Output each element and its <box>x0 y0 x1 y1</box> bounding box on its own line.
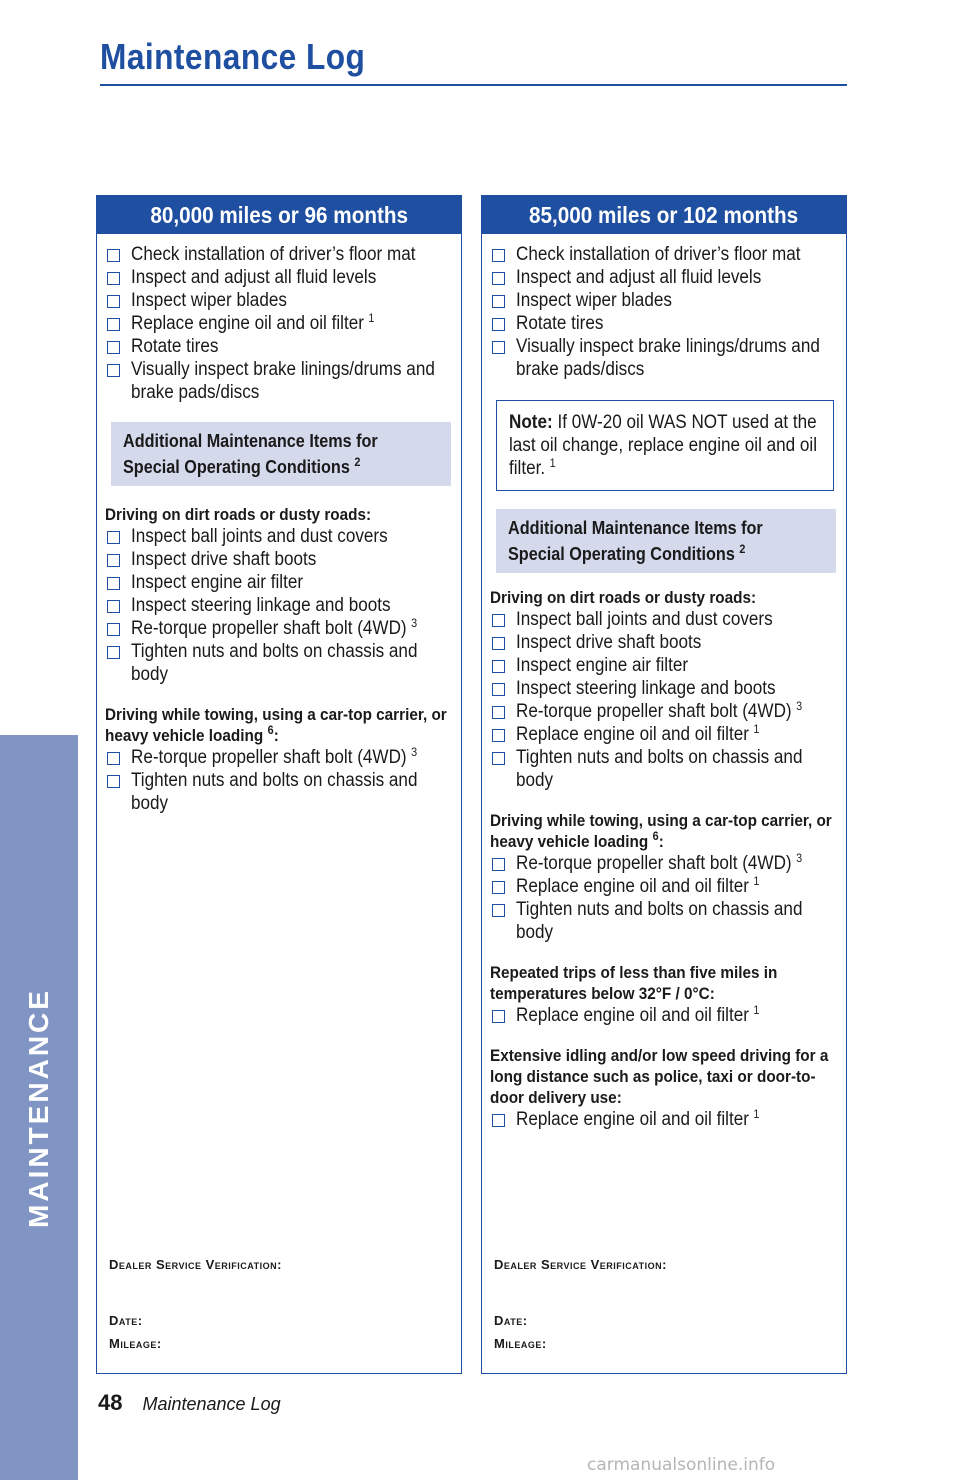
item-text: Inspect steering linkage and boots <box>131 595 391 616</box>
item-text: Check installation of driver’s floor mat <box>516 244 801 265</box>
footnote-marker: 1 <box>753 873 760 888</box>
item-text: Inspect ball joints and dust covers <box>131 526 388 547</box>
item-text: Re-torque propeller shaft bolt (4WD) $^3$ <box>131 615 418 639</box>
item-text: Visually inspect brake linings/drums and brake pads/discs <box>516 336 820 380</box>
title-rule <box>100 84 847 86</box>
section-heading-dirt-roads: Driving on dirt roads or dusty roads: <box>490 588 757 607</box>
checklist-item <box>490 852 838 875</box>
checkbox[interactable] <box>107 318 120 331</box>
note-label: Note: <box>509 412 553 433</box>
item-text: Inspect wiper blades <box>131 290 287 311</box>
checkbox[interactable] <box>492 858 505 871</box>
checkbox[interactable] <box>492 752 505 765</box>
checkbox[interactable] <box>107 752 120 765</box>
page-footer <box>98 1390 281 1416</box>
checklist-item <box>490 608 838 631</box>
checkbox[interactable] <box>107 775 120 788</box>
checklist-item <box>105 617 453 640</box>
footnote-marker: 1 <box>549 455 556 470</box>
checkbox[interactable] <box>107 623 120 636</box>
checkbox[interactable] <box>107 577 120 590</box>
checklist-item <box>490 700 838 723</box>
item-text: Tighten nuts and bolts on chassis and body <box>131 641 418 685</box>
dealer-service-verification-label: Dealer Service Verification: <box>109 1257 282 1272</box>
checkbox[interactable] <box>492 1010 505 1023</box>
checkbox[interactable] <box>492 660 505 673</box>
watermark: carmanualsonline.info <box>587 1455 776 1475</box>
checklist <box>105 746 453 815</box>
section-heading-towing: Driving while towing, using a car-top carrier, or heavy vehicle loading $^6$: <box>490 811 832 851</box>
item-text: Inspect engine air filter <box>516 655 689 676</box>
checkbox[interactable] <box>492 706 505 719</box>
item-text: Inspect ball joints and dust covers <box>516 609 773 630</box>
item-text: Check installation of driver’s floor mat <box>131 244 416 265</box>
section-heading-idling: Extensive idling and/or low speed driving for a long distance such as police, taxi or door-to-door delivery use: <box>490 1046 829 1107</box>
footnote-marker: 6 <box>652 829 659 844</box>
footnote-marker: 1 <box>753 721 760 736</box>
footnote-marker: 2 <box>354 455 361 469</box>
item-text: Tighten nuts and bolts on chassis and body <box>516 747 803 791</box>
checkbox[interactable] <box>492 729 505 742</box>
checklist-item <box>490 266 838 289</box>
checkbox[interactable] <box>492 249 505 262</box>
checklist-item <box>490 1004 838 1027</box>
checklist-item <box>105 769 453 815</box>
checkbox[interactable] <box>492 341 505 354</box>
checklist-item <box>490 335 838 381</box>
section-heading-dirt-roads: Driving on dirt roads or dusty roads: <box>105 505 372 524</box>
section-heading-towing: Driving while towing, using a car-top carrier, or heavy vehicle loading $^6$: <box>105 705 447 745</box>
checkbox[interactable] <box>107 646 120 659</box>
checklist-item <box>490 677 838 700</box>
additional-items-box: Additional Maintenance Items for Special Operating Conditions $^2$ <box>496 509 836 573</box>
date-label: Date: <box>109 1313 143 1328</box>
checklist-item <box>105 594 453 617</box>
checklist <box>490 852 838 944</box>
checklist-item <box>490 746 838 792</box>
checklist-item <box>490 875 838 898</box>
checkbox[interactable] <box>107 295 120 308</box>
item-text: Inspect wiper blades <box>516 290 672 311</box>
date-label: Date: <box>494 1313 528 1328</box>
checklist-item <box>105 640 453 686</box>
footnote-marker: 1 <box>368 310 375 325</box>
checklist-item <box>105 548 453 571</box>
column-header-text: 85,000 miles or 102 months <box>529 201 799 228</box>
item-text: Replace engine oil and oil filter $^1$ <box>516 873 760 897</box>
checklist <box>105 243 453 404</box>
checklist-item <box>490 654 838 677</box>
item-text: Replace engine oil and oil filter $^1$ <box>131 310 375 334</box>
checklist-item <box>105 289 453 312</box>
checklist <box>490 1108 838 1131</box>
checklist <box>490 1004 838 1027</box>
log-column-80000 <box>96 195 462 1374</box>
section-heading-short-trips: Repeated trips of less than five miles in temperatures below 32°F / 0°C: <box>490 963 778 1003</box>
checklist-item <box>105 525 453 548</box>
checklist-item <box>490 312 838 335</box>
checkbox[interactable] <box>492 272 505 285</box>
column-header <box>97 196 461 234</box>
footnote-marker: 3 <box>411 615 418 630</box>
item-text: Inspect engine air filter <box>131 572 304 593</box>
column-header-text: 80,000 miles or 96 months <box>150 201 408 228</box>
item-text: Inspect steering linkage and boots <box>516 678 776 699</box>
checkbox[interactable] <box>107 364 120 377</box>
footer-section-label: Maintenance Log <box>142 1394 281 1414</box>
item-text: Re-torque propeller shaft bolt (4WD) $^3$ <box>131 744 418 768</box>
item-text: Inspect and adjust all fluid levels <box>131 267 377 288</box>
checkbox[interactable] <box>492 318 505 331</box>
footnote-marker: 3 <box>796 850 803 865</box>
checkbox[interactable] <box>492 904 505 917</box>
checkbox[interactable] <box>107 249 120 262</box>
dealer-service-verification-label: Dealer Service Verification: <box>494 1257 667 1272</box>
checklist-item <box>105 358 453 404</box>
item-text: Replace engine oil and oil filter $^1$ <box>516 1106 760 1130</box>
checklist-item <box>490 1108 838 1131</box>
checklist-item <box>105 335 453 358</box>
page-number: 48 <box>98 1390 123 1415</box>
checklist-item <box>105 571 453 594</box>
checkbox[interactable] <box>107 600 120 613</box>
checkbox[interactable] <box>107 554 120 567</box>
log-column-85000 <box>481 195 847 1374</box>
footnote-marker: 1 <box>753 1106 760 1121</box>
checkbox[interactable] <box>107 272 120 285</box>
checkbox[interactable] <box>492 614 505 627</box>
item-text: Visually inspect brake linings/drums and brake pads/discs <box>131 359 435 403</box>
oil-note-box <box>496 400 834 491</box>
item-text: Replace engine oil and oil filter $^1$ <box>516 721 760 745</box>
checklist-item <box>490 243 838 266</box>
checklist <box>490 608 838 792</box>
checklist-item <box>490 631 838 654</box>
item-text: Re-torque propeller shaft bolt (4WD) $^3$ <box>516 850 803 874</box>
item-text: Rotate tires <box>516 313 604 334</box>
checklist-item <box>105 312 453 335</box>
additional-items-box: Additional Maintenance Items for Special Operating Conditions $^2$ <box>111 422 451 486</box>
page-title: Maintenance Log <box>100 36 366 77</box>
checklist <box>490 243 838 381</box>
dealer-verification <box>109 1257 282 1351</box>
item-text: Tighten nuts and bolts on chassis and body <box>516 899 803 943</box>
checkbox[interactable] <box>492 683 505 696</box>
item-text: Re-torque propeller shaft bolt (4WD) $^3$ <box>516 698 803 722</box>
footnote-marker: 6 <box>267 723 274 738</box>
footnote-marker: 3 <box>796 698 803 713</box>
item-text: Inspect drive shaft boots <box>516 632 702 653</box>
item-text: Rotate tires <box>131 336 219 357</box>
checklist-item <box>490 898 838 944</box>
dealer-verification <box>494 1257 667 1351</box>
checklist-item <box>490 723 838 746</box>
checklist-item <box>490 289 838 312</box>
checkbox[interactable] <box>107 531 120 544</box>
footnote-marker: 2 <box>739 542 746 556</box>
footnote-marker: 1 <box>753 1002 760 1017</box>
item-text: Inspect and adjust all fluid levels <box>516 267 762 288</box>
checklist-item <box>105 266 453 289</box>
item-text: Replace engine oil and oil filter $^1$ <box>516 1002 760 1026</box>
column-header <box>482 196 846 234</box>
side-tab-label: MAINTENANCE <box>23 988 54 1228</box>
note-text: If 0W-20 oil WAS NOT used at the last oil change, replace engine oil and oil filter. <box>509 412 818 479</box>
checklist-item <box>105 746 453 769</box>
item-text: Tighten nuts and bolts on chassis and body <box>131 770 418 814</box>
checkbox[interactable] <box>107 341 120 354</box>
item-text: Inspect drive shaft boots <box>131 549 317 570</box>
mileage-label: Mileage: <box>109 1336 162 1351</box>
checkbox[interactable] <box>492 881 505 894</box>
footnote-marker: 3 <box>411 744 418 759</box>
checkbox[interactable] <box>492 637 505 650</box>
checklist-item <box>105 243 453 266</box>
checkbox[interactable] <box>492 295 505 308</box>
checkbox[interactable] <box>492 1114 505 1127</box>
mileage-label: Mileage: <box>494 1336 547 1351</box>
checklist <box>105 525 453 686</box>
